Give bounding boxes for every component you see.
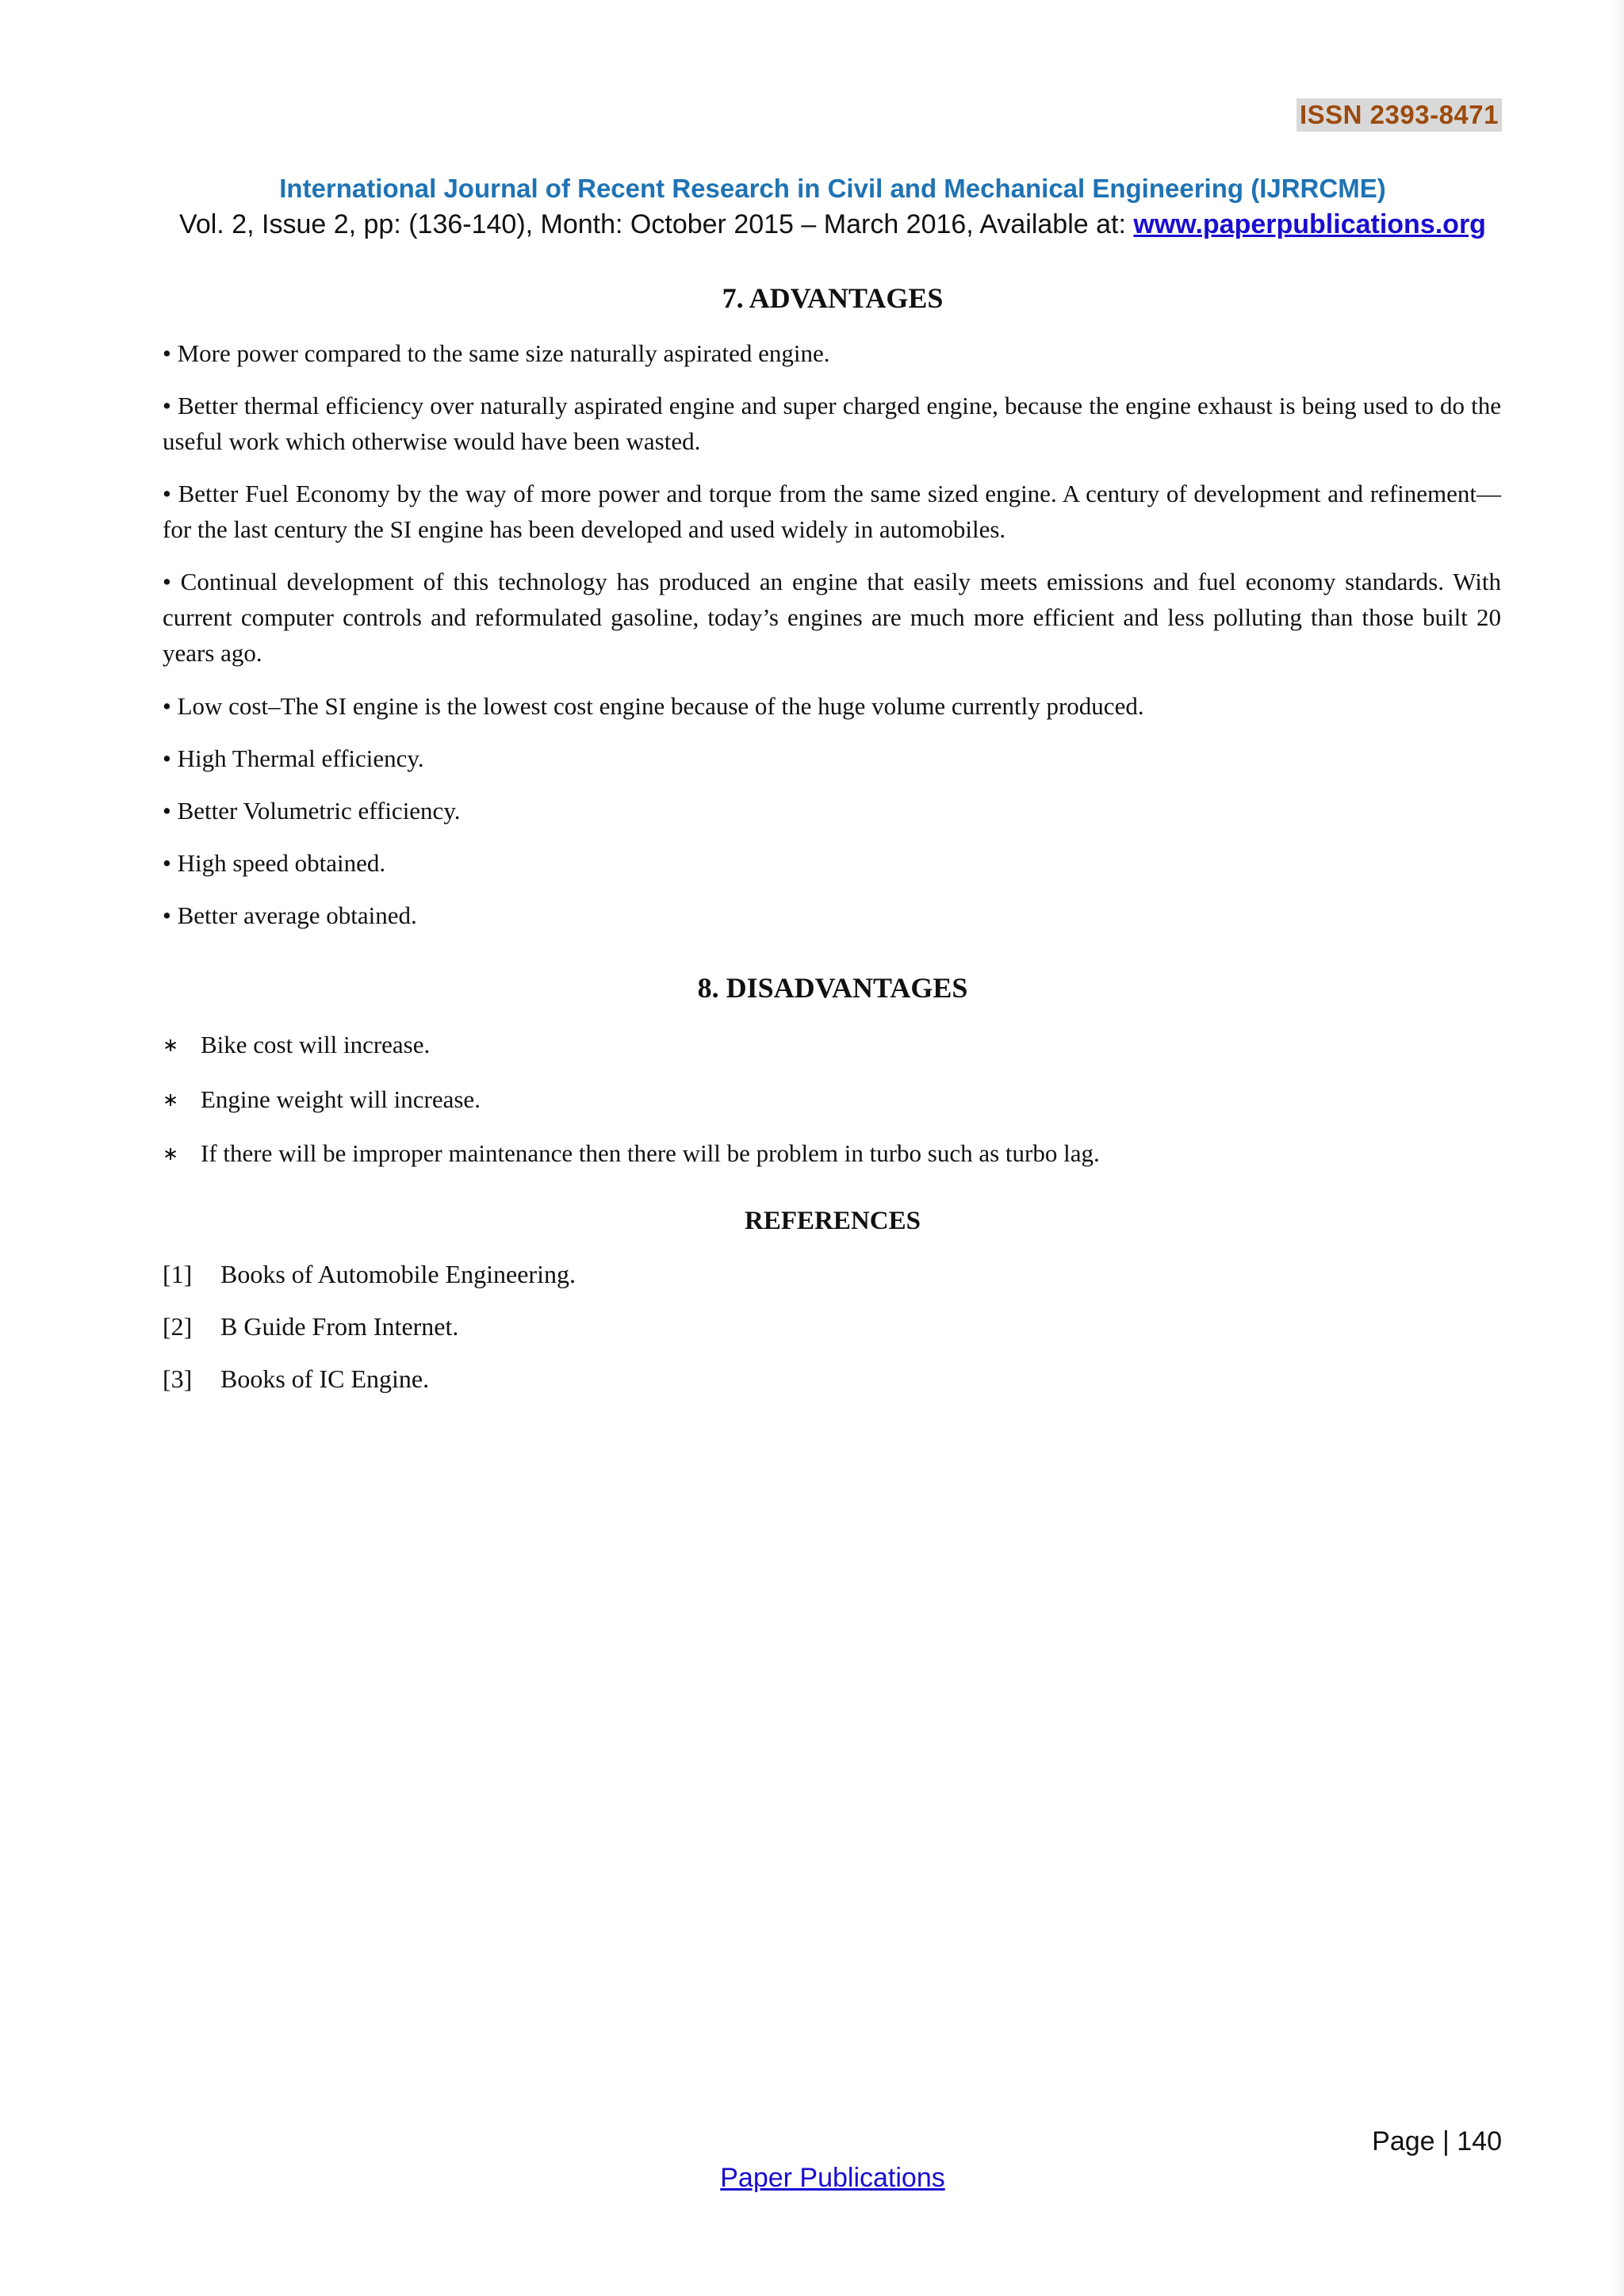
reference-item (163, 1258, 576, 1290)
advantage-item: • Low cost–The SI engine is the lowest cost engine because of the huge volume currently produced. (163, 692, 1144, 720)
reference-text: Books of Automobile Engineering. (220, 1260, 576, 1288)
advantage-item: • Better Fuel Economy by the way of more power and torque from the same sized engine. A century of development and refinement—for the last century the SI engine has been developed and used widely in automobiles. (163, 480, 1501, 543)
advantage-item: • Better thermal efficiency over naturally aspirated engine and super charged engine, because the engine exhaust is being used to do the useful work which otherwise would have been wasted. (163, 392, 1501, 455)
references-heading: REFERENCES (745, 1207, 921, 1235)
reference-text: Books of IC Engine. (220, 1364, 430, 1393)
asterisk-bullet-icon: ∗ (163, 1090, 179, 1111)
reference-number: [1] (163, 1260, 193, 1288)
reference-item (163, 1363, 429, 1395)
volume-text: Vol. 2, Issue 2, pp: (136-140), Month: October 2015 – March 2016, Available at: (179, 209, 1134, 239)
disadvantages-heading: 8. DISADVANTAGES (697, 972, 968, 1004)
page-edge-shade (1613, 0, 1624, 2296)
reference-item (163, 1311, 458, 1342)
page-number: Page | 140 (1372, 2126, 1502, 2156)
disadvantage-item (163, 1138, 1100, 1170)
reference-number: [2] (163, 1312, 193, 1341)
disadvantage-item (163, 1029, 430, 1062)
reference-number: [3] (163, 1364, 193, 1393)
issn-badge: ISSN 2393-8471 (1297, 98, 1502, 132)
journal-url-link[interactable]: www.paperpublications.org (1133, 209, 1486, 239)
advantage-item: • High speed obtained. (163, 849, 386, 877)
disadvantage-text: Engine weight will increase. (201, 1085, 481, 1113)
publisher-footer (0, 2163, 1624, 2194)
asterisk-bullet-icon: ∗ (163, 1035, 179, 1056)
advantages-heading: 7. ADVANTAGES (722, 282, 944, 314)
disadvantage-text: If there will be improper maintenance then there will be problem in turbo such as turbo lag. (201, 1139, 1100, 1167)
volume-line (0, 209, 1624, 240)
advantage-item: • Continual development of this technology has produced an engine that easily meets emissions and fuel economy standards. With current computer controls and reformulated gasoline, today’s engines are much more efficient and less polluting than those built 20 years ago. (163, 568, 1501, 667)
advantage-item: • More power compared to the same size naturally aspirated engine. (163, 339, 830, 367)
reference-text: B Guide From Internet. (220, 1312, 459, 1341)
advantage-item: • High Thermal efficiency. (163, 744, 424, 772)
disadvantage-text: Bike cost will increase. (201, 1031, 431, 1058)
advantage-item: • Better Volumetric efficiency. (163, 797, 461, 825)
disadvantage-item (163, 1084, 481, 1116)
publisher-link[interactable]: Paper Publications (720, 2163, 945, 2193)
asterisk-bullet-icon: ∗ (163, 1144, 179, 1165)
journal-title: International Journal of Recent Research in Civil and Mechanical Engineering (IJRRCME) (279, 174, 1386, 203)
advantage-item: • Better average obtained. (163, 901, 417, 929)
